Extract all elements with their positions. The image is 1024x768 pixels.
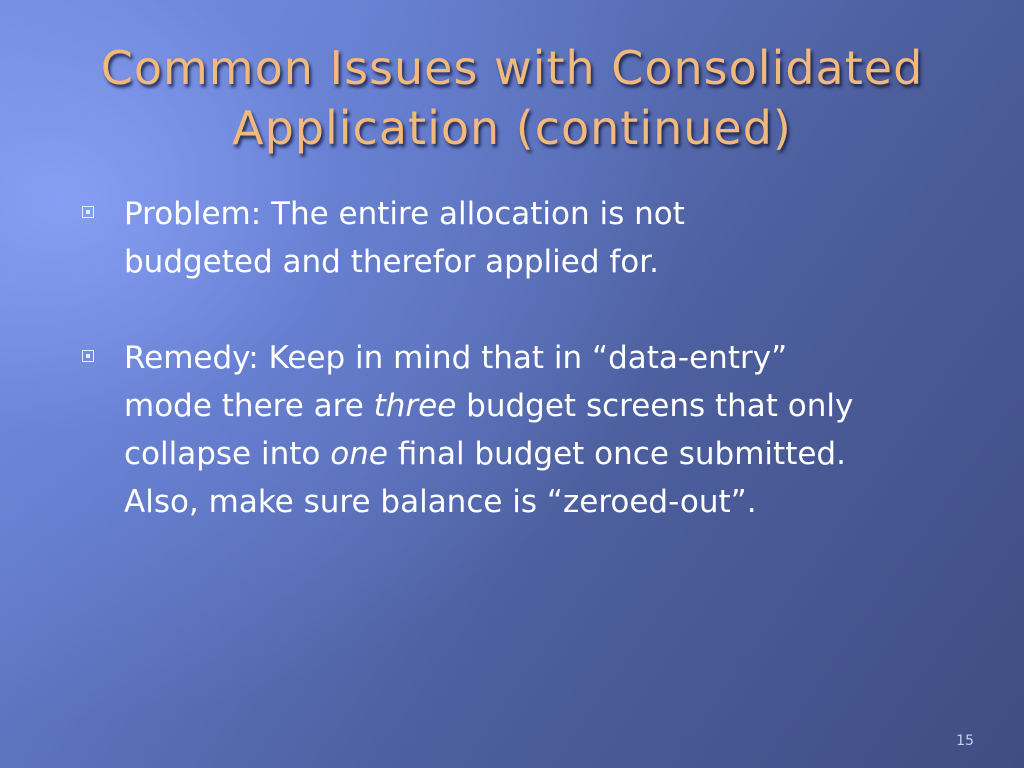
- remedy-line-3: [124, 430, 982, 478]
- remedy-line-2-post: budget screens that only: [456, 388, 854, 424]
- remedy-line-1: Remedy: Keep in mind that in “data-entry”: [124, 340, 788, 376]
- title-line-2: Application (continued): [232, 101, 792, 155]
- emphasis-three: three: [373, 388, 457, 424]
- square-bullet-icon: [82, 206, 94, 218]
- remedy-line-3-pre: collapse into: [124, 436, 331, 472]
- remedy-line-2-pre: mode there are: [124, 388, 374, 424]
- emphasis-one: one: [330, 436, 388, 472]
- title-line-1: Common Issues with Consolidated: [100, 41, 924, 95]
- square-bullet-icon: [82, 350, 94, 362]
- page-number: 15: [956, 733, 974, 749]
- slide-title: [40, 38, 984, 158]
- bullet-remedy: [82, 334, 982, 526]
- bullet-list: [82, 190, 982, 574]
- remedy-line-4: Also, make sure balance is “zeroed-out”.: [124, 484, 757, 520]
- remedy-line-3-post: final budget once submitted.: [387, 436, 846, 472]
- problem-line-1: Problem: The entire allocation is not: [124, 196, 685, 232]
- remedy-line-2: [124, 382, 982, 430]
- bullet-problem: [82, 190, 982, 286]
- problem-line-2: budgeted and therefor applied for.: [124, 244, 659, 280]
